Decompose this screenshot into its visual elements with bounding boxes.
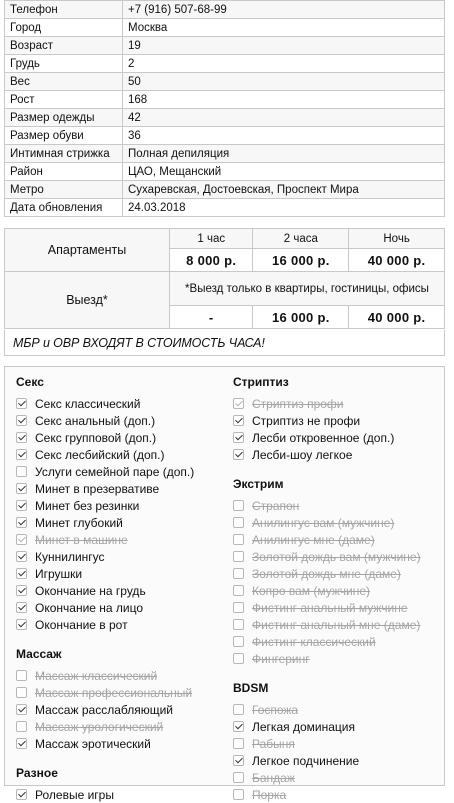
info-value: 42 (123, 109, 445, 127)
service-label: Секс групповой (доп.) (35, 430, 157, 445)
service-category-title: Разное (16, 766, 58, 780)
services-left-column (16, 373, 228, 803)
service-item[interactable] (233, 497, 445, 514)
service-item[interactable] (16, 480, 228, 497)
service-item[interactable] (16, 531, 228, 548)
service-label: Окончание на грудь (35, 583, 146, 598)
service-checkbox[interactable] (233, 636, 244, 647)
service-label: Анилингус мне (даме) (252, 532, 375, 547)
service-label: Фистинг анальный мне (даме) (252, 617, 421, 632)
service-checkbox[interactable] (233, 568, 244, 579)
service-label: Секс анальный (доп.) (35, 413, 156, 428)
service-item[interactable] (16, 616, 228, 633)
service-item[interactable] (16, 735, 228, 752)
service-label: Госпожа (252, 702, 299, 717)
service-item[interactable] (16, 684, 228, 701)
service-label: Минет в машине (35, 532, 128, 547)
service-category-title: BDSM (233, 681, 269, 695)
service-item[interactable] (233, 412, 445, 429)
service-label: Копро вам (мужчине) (252, 583, 371, 598)
service-checkbox[interactable] (233, 721, 244, 732)
service-label: Фистинг анальный мужчине (252, 600, 408, 615)
service-label: Фистинг классический (252, 634, 376, 649)
price-header-1h: 1 час (170, 229, 253, 249)
info-row (5, 91, 445, 109)
service-checkbox[interactable] (233, 500, 244, 511)
service-item[interactable] (16, 599, 228, 616)
apartments-price-night: 40 000 р. (349, 249, 445, 272)
service-label: Минет глубокий (35, 515, 123, 530)
service-checkbox[interactable] (16, 534, 27, 545)
service-checkbox[interactable] (16, 449, 27, 460)
info-label: Возраст (5, 37, 123, 55)
service-checkbox[interactable] (16, 415, 27, 426)
service-item[interactable] (233, 701, 445, 718)
service-label: Анилингус вам (мужчине) (252, 515, 395, 530)
service-item[interactable] (16, 786, 228, 803)
outcall-price-2h: 16 000 р. (253, 306, 349, 329)
service-label: Куннилингус (35, 549, 105, 564)
service-label: Массаж урологический (35, 719, 164, 734)
service-item[interactable] (233, 633, 445, 650)
service-checkbox[interactable] (233, 585, 244, 596)
info-label: Город (5, 19, 123, 37)
service-item[interactable] (233, 514, 445, 531)
price-header-2h: 2 часа (253, 229, 349, 249)
service-item[interactable] (16, 514, 228, 531)
outcall-price-1h: - (170, 306, 253, 329)
service-label: Услуги семейной паре (доп.) (35, 464, 195, 479)
service-item[interactable] (233, 548, 445, 565)
apartments-price-1h: 8 000 р. (170, 249, 253, 272)
service-checkbox[interactable] (16, 602, 27, 613)
info-row (5, 109, 445, 127)
service-label: Игрушки (35, 566, 83, 581)
service-item[interactable] (16, 582, 228, 599)
info-value: +7 (916) 507-68-99 (123, 1, 445, 19)
info-row (5, 199, 445, 217)
service-label: Секс лесбийский (доп.) (35, 447, 165, 462)
service-item[interactable] (16, 497, 228, 514)
service-checkbox[interactable] (16, 704, 27, 715)
service-label: Массаж профессиональный (35, 685, 193, 700)
service-checkbox[interactable] (16, 500, 27, 511)
service-checkbox[interactable] (233, 653, 244, 664)
info-label: Размер одежды (5, 109, 123, 127)
info-row (5, 19, 445, 37)
service-checkbox[interactable] (16, 585, 27, 596)
info-row (5, 55, 445, 73)
service-item[interactable] (233, 395, 445, 412)
info-row (5, 145, 445, 163)
service-item[interactable] (16, 565, 228, 582)
service-checkbox[interactable] (233, 704, 244, 715)
service-checkbox[interactable] (233, 449, 244, 460)
service-item[interactable] (233, 582, 445, 599)
price-table (4, 228, 445, 329)
services-right-column (233, 373, 445, 803)
info-label: Грудь (5, 55, 123, 73)
service-checkbox[interactable] (16, 738, 27, 749)
info-label: Вес (5, 73, 123, 91)
info-value: Полная депиляция (123, 145, 445, 163)
info-value: 24.03.2018 (123, 199, 445, 217)
service-checkbox[interactable] (16, 789, 27, 800)
service-checkbox[interactable] (233, 415, 244, 426)
service-item[interactable] (16, 463, 228, 480)
service-checkbox[interactable] (233, 398, 244, 409)
info-row (5, 73, 445, 91)
service-category-title: Экстрим (233, 477, 284, 491)
service-checkbox[interactable] (16, 483, 27, 494)
service-checkbox[interactable] (16, 687, 27, 698)
service-label: Минет в презервативе (35, 481, 160, 496)
service-label: Секс классический (35, 396, 141, 411)
service-label: Золотой дождь мне (даме) (252, 566, 401, 581)
info-value: Сухаревская, Достоевская, Проспект Мира (123, 181, 445, 199)
service-checkbox[interactable] (233, 789, 244, 800)
service-item[interactable] (16, 718, 228, 735)
service-label: Стриптиз профи (252, 396, 344, 411)
info-label: Рост (5, 91, 123, 109)
info-row (5, 181, 445, 199)
service-item[interactable] (233, 650, 445, 667)
outcall-label: Выезд* (5, 272, 170, 329)
service-checkbox[interactable] (16, 551, 27, 562)
apartments-label: Апартаменты (5, 229, 170, 272)
service-checkbox[interactable] (233, 432, 244, 443)
service-category-title: Массаж (16, 647, 62, 661)
info-label: Интимная стрижка (5, 145, 123, 163)
service-label: Массаж классический (35, 668, 158, 683)
info-row (5, 37, 445, 55)
service-label: Легкая доминация (252, 719, 355, 734)
service-checkbox[interactable] (233, 619, 244, 630)
service-item[interactable] (233, 769, 445, 786)
info-value: ЦАО, Мещанский (123, 163, 445, 181)
service-checkbox[interactable] (16, 466, 27, 477)
service-item[interactable] (16, 395, 228, 412)
info-value: 50 (123, 73, 445, 91)
profile-info-table (4, 0, 445, 217)
service-label: Фингеринг (252, 651, 310, 666)
service-checkbox[interactable] (16, 670, 27, 681)
service-item[interactable] (233, 446, 445, 463)
service-item[interactable] (16, 667, 228, 684)
service-label: Легкое подчинение (252, 753, 360, 768)
service-item[interactable] (233, 565, 445, 582)
info-row (5, 127, 445, 145)
service-label: Минет без резинки (35, 498, 140, 513)
service-checkbox[interactable] (233, 551, 244, 562)
service-item[interactable] (233, 429, 445, 446)
service-item[interactable] (233, 616, 445, 633)
outcall-note: *Выезд только в квартиры, гостиницы, офисы (170, 272, 445, 306)
apartments-price-2h: 16 000 р. (253, 249, 349, 272)
service-item[interactable] (233, 718, 445, 735)
service-item[interactable] (233, 735, 445, 752)
service-label: Окончание на лицо (35, 600, 144, 615)
service-label: Страпон (252, 498, 300, 513)
service-label: Лесби-шоу легкое (252, 447, 353, 462)
service-label: Рабыня (252, 736, 295, 751)
service-checkbox[interactable] (16, 432, 27, 443)
info-value: 36 (123, 127, 445, 145)
services-panel (4, 366, 445, 802)
price-header-night: Ночь (349, 229, 445, 249)
service-checkbox[interactable] (233, 772, 244, 783)
service-label: Лесби откровенное (доп.) (252, 430, 395, 445)
info-value: 19 (123, 37, 445, 55)
service-label: Ролевые игры (35, 787, 114, 802)
info-value: 168 (123, 91, 445, 109)
info-label: Метро (5, 181, 123, 199)
info-label: Телефон (5, 1, 123, 19)
service-category-title: Стриптиз (233, 375, 289, 389)
info-label: Размер обуви (5, 127, 123, 145)
service-label: Стриптиз не профи (252, 413, 361, 428)
service-item[interactable] (233, 599, 445, 616)
service-label: Массаж расслабляющий (35, 702, 173, 717)
service-label: Массаж эротический (35, 736, 151, 751)
service-checkbox[interactable] (233, 755, 244, 766)
service-category-title: Секс (16, 375, 44, 389)
info-label: Район (5, 163, 123, 181)
service-item[interactable] (16, 701, 228, 718)
service-checkbox[interactable] (16, 721, 27, 732)
service-checkbox[interactable] (233, 517, 244, 528)
service-label: Окончание в рот (35, 617, 128, 632)
service-checkbox[interactable] (233, 738, 244, 749)
service-item[interactable] (233, 786, 445, 803)
service-checkbox[interactable] (233, 602, 244, 613)
service-checkbox[interactable] (16, 568, 27, 579)
info-label: Дата обновления (5, 199, 123, 217)
outcall-price-night: 40 000 р. (349, 306, 445, 329)
service-item[interactable] (16, 548, 228, 565)
service-checkbox[interactable] (16, 398, 27, 409)
service-item[interactable] (16, 412, 228, 429)
info-value: 2 (123, 55, 445, 73)
service-item[interactable] (233, 752, 445, 769)
service-label: Бандаж (252, 770, 295, 785)
info-row (5, 163, 445, 181)
service-checkbox[interactable] (16, 619, 27, 630)
info-row (5, 1, 445, 19)
service-label: Порка (252, 787, 287, 802)
price-notice: МБР и ОВР ВХОДЯТ В СТОИМОСТЬ ЧАСА! (4, 330, 445, 356)
info-value: Москва (123, 19, 445, 37)
service-label: Золотой дождь вам (мужчине) (252, 549, 421, 564)
service-checkbox[interactable] (16, 517, 27, 528)
service-checkbox[interactable] (233, 534, 244, 545)
service-item[interactable] (16, 446, 228, 463)
service-item[interactable] (233, 531, 445, 548)
service-item[interactable] (16, 429, 228, 446)
